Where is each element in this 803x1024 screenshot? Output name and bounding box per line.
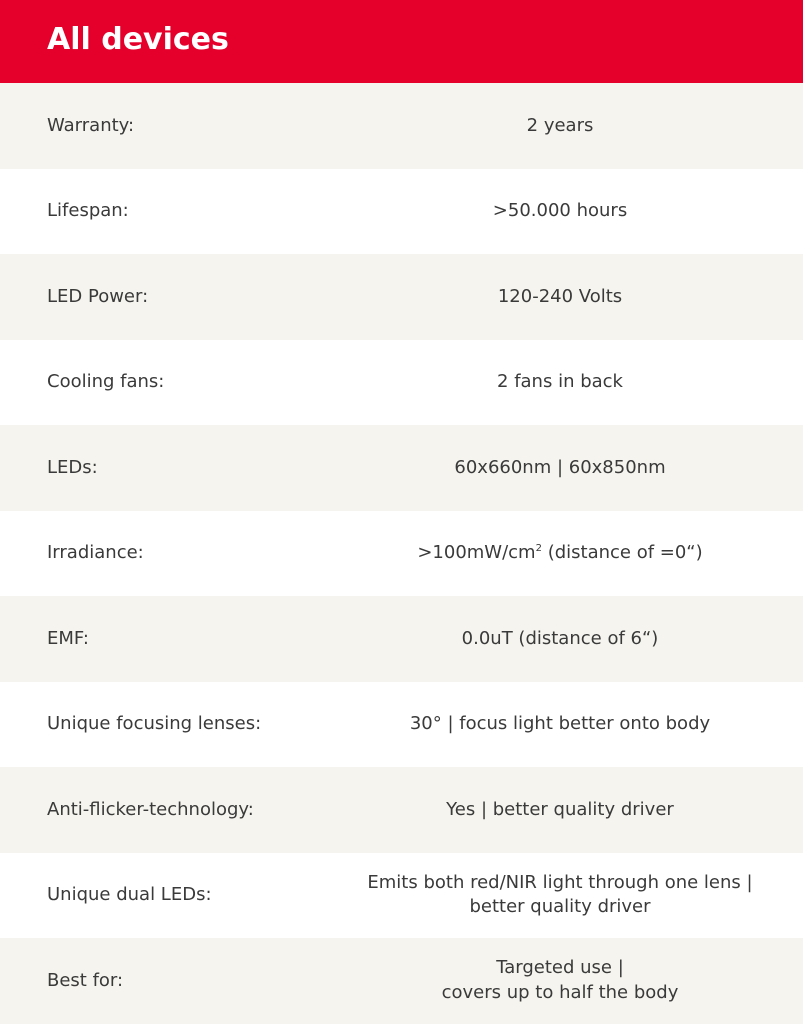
spec-value — [320, 456, 803, 480]
spec-value-line: Emits both red/NIR light through one lens | — [367, 871, 753, 893]
spec-value-line: 60x660nm | 60x850nm — [454, 456, 666, 478]
irradiance-value: >100mW/cm — [417, 542, 536, 564]
spec-value — [320, 199, 803, 223]
spec-row-cooling-fans — [0, 340, 803, 426]
spec-value — [320, 114, 803, 138]
spec-value-line: 2 fans in back — [497, 371, 623, 393]
spec-table — [0, 83, 803, 1024]
spec-row-lifespan — [0, 169, 803, 255]
spec-row-irradiance — [0, 511, 803, 597]
spec-label: LEDs: — [47, 456, 98, 478]
spec-value-line: 2 years — [526, 114, 594, 136]
spec-value-line: 120-240 Volts — [497, 285, 623, 307]
spec-value-line: 0.0uT (distance of 6“) — [461, 627, 659, 649]
spec-row-focusing-lenses — [0, 682, 803, 768]
spec-label: Unique focusing lenses: — [47, 713, 262, 735]
spec-label: Cooling fans: — [47, 371, 165, 393]
spec-value — [320, 627, 803, 651]
spec-row-anti-flicker — [0, 767, 803, 853]
spec-value — [320, 541, 803, 565]
spec-label: Best for: — [47, 969, 124, 991]
spec-value-line: >50.000 hours — [492, 200, 628, 222]
spec-row-led-power — [0, 254, 803, 340]
spec-value — [320, 370, 803, 394]
spec-label: Warranty: — [47, 114, 135, 136]
spec-value — [320, 956, 803, 1005]
spec-label: Irradiance: — [47, 542, 144, 564]
spec-label: EMF: — [47, 627, 89, 649]
spec-row-best-for — [0, 938, 803, 1024]
spec-label: LED Power: — [47, 285, 149, 307]
spec-value-line: Targeted use | — [496, 957, 624, 979]
irradiance-distance: (distance of =0“) — [541, 542, 703, 564]
spec-value-line: Yes | better quality driver — [446, 798, 674, 820]
spec-value-line — [320, 541, 800, 565]
spec-row-warranty — [0, 83, 803, 169]
spec-row-dual-leds — [0, 853, 803, 939]
spec-value — [320, 712, 803, 736]
superscript-two: 2 — [535, 543, 542, 555]
spec-value-line: 30° | focus light better onto body — [409, 713, 711, 735]
spec-row-leds — [0, 425, 803, 511]
spec-row-emf — [0, 596, 803, 682]
spec-value — [320, 798, 803, 822]
spec-value-line: covers up to half the body — [441, 981, 679, 1003]
spec-value — [320, 285, 803, 309]
spec-label: Lifespan: — [47, 200, 129, 222]
spec-value-line: better quality driver — [469, 896, 651, 918]
header-bar — [0, 0, 803, 83]
spec-label: Unique dual LEDs: — [47, 884, 212, 906]
spec-value — [320, 871, 803, 920]
spec-label: Anti-flicker-technology: — [47, 798, 254, 820]
page-title: All devices — [47, 22, 229, 57]
